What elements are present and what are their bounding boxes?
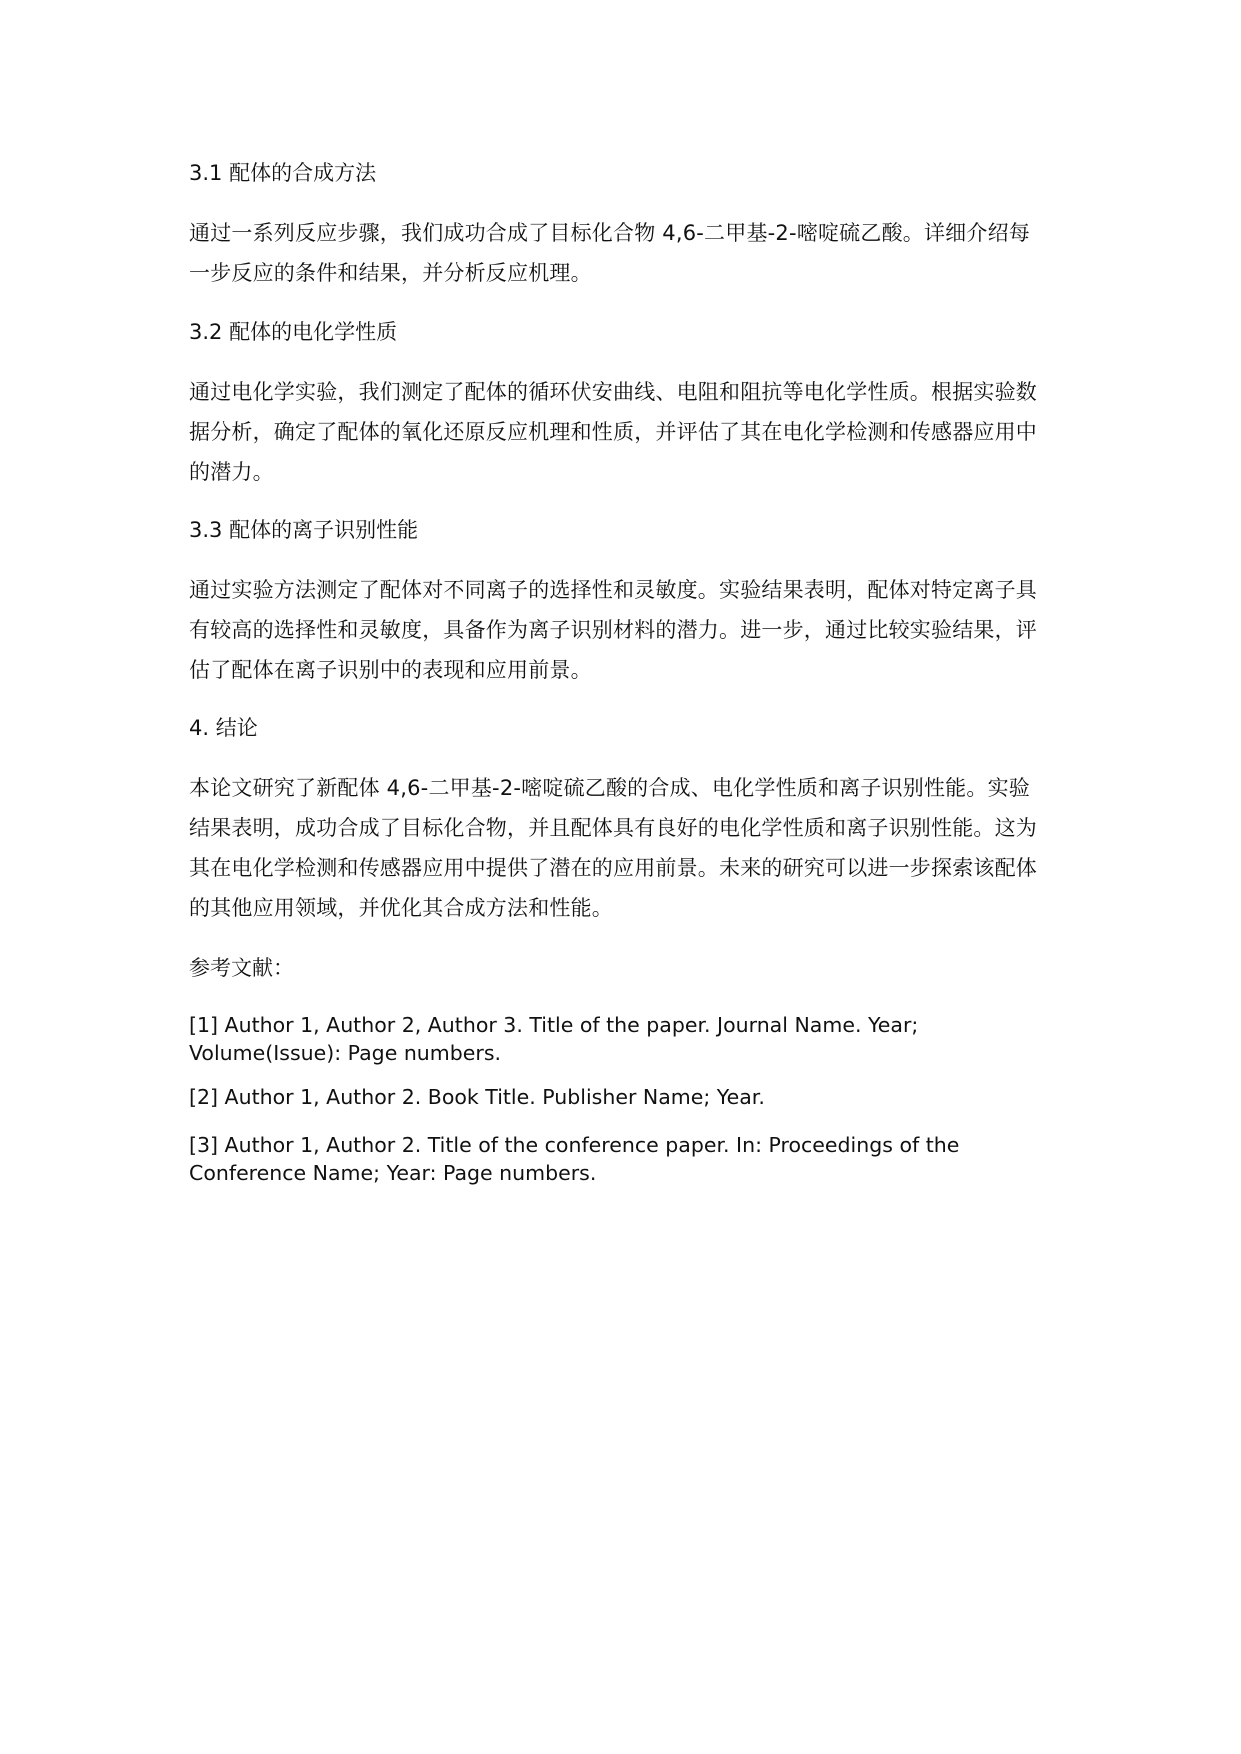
section-heading-3-1: 3.1 配体的合成方法 (189, 161, 377, 185)
references-heading: 参考文献： (189, 956, 294, 980)
section-heading-conclusion: 4. 结论 (189, 716, 258, 740)
reference-item: [2] Author 1, Author 2. Book Title. Publisher Name; Year. (189, 1085, 765, 1109)
section-paragraph-conclusion: 本论文研究了新配体 4,6-二甲基-2-嘧啶硫乙酸的合成、电化学性质和离子识别性能。实验结果表明，成功合成了目标化合物，并且配体具有良好的电化学性质和离子识别性能。这为其在电化学检测和传感器应用中提供了潜在的应用前景。未来的研究可以进一步探索该配体的其他应用领域，并优化其合成方法和性能。 (189, 776, 1037, 920)
reference-item: [1] Author 1, Author 2, Author 3. Title of the paper. Journal Name. Year; Volume(Issue): Page numbers. (189, 1013, 919, 1065)
section-paragraph-3-2: 通过电化学实验，我们测定了配体的循环伏安曲线、电阻和阻抗等电化学性质。根据实验数据分析，确定了配体的氧化还原反应机理和性质，并评估了其在电化学检测和传感器应用中的潜力。 (189, 380, 1037, 484)
section-heading-3-2: 3.2 配体的电化学性质 (189, 320, 398, 344)
section-heading-3-3: 3.3 配体的离子识别性能 (189, 518, 419, 542)
section-paragraph-3-3: 通过实验方法测定了配体对不同离子的选择性和灵敏度。实验结果表明，配体对特定离子具有较高的选择性和灵敏度，具备作为离子识别材料的潜力。进一步，通过比较实验结果，评估了配体在离子识别中的表现和应用前景。 (189, 578, 1037, 682)
section-paragraph-3-1: 通过一系列反应步骤，我们成功合成了目标化合物 4,6-二甲基-2-嘧啶硫乙酸。详细介绍每一步反应的条件和结果，并分析反应机理。 (189, 221, 1030, 285)
reference-item: [3] Author 1, Author 2. Title of the conference paper. In: Proceedings of the Conference Name; Year: Page numbers. (189, 1133, 960, 1185)
